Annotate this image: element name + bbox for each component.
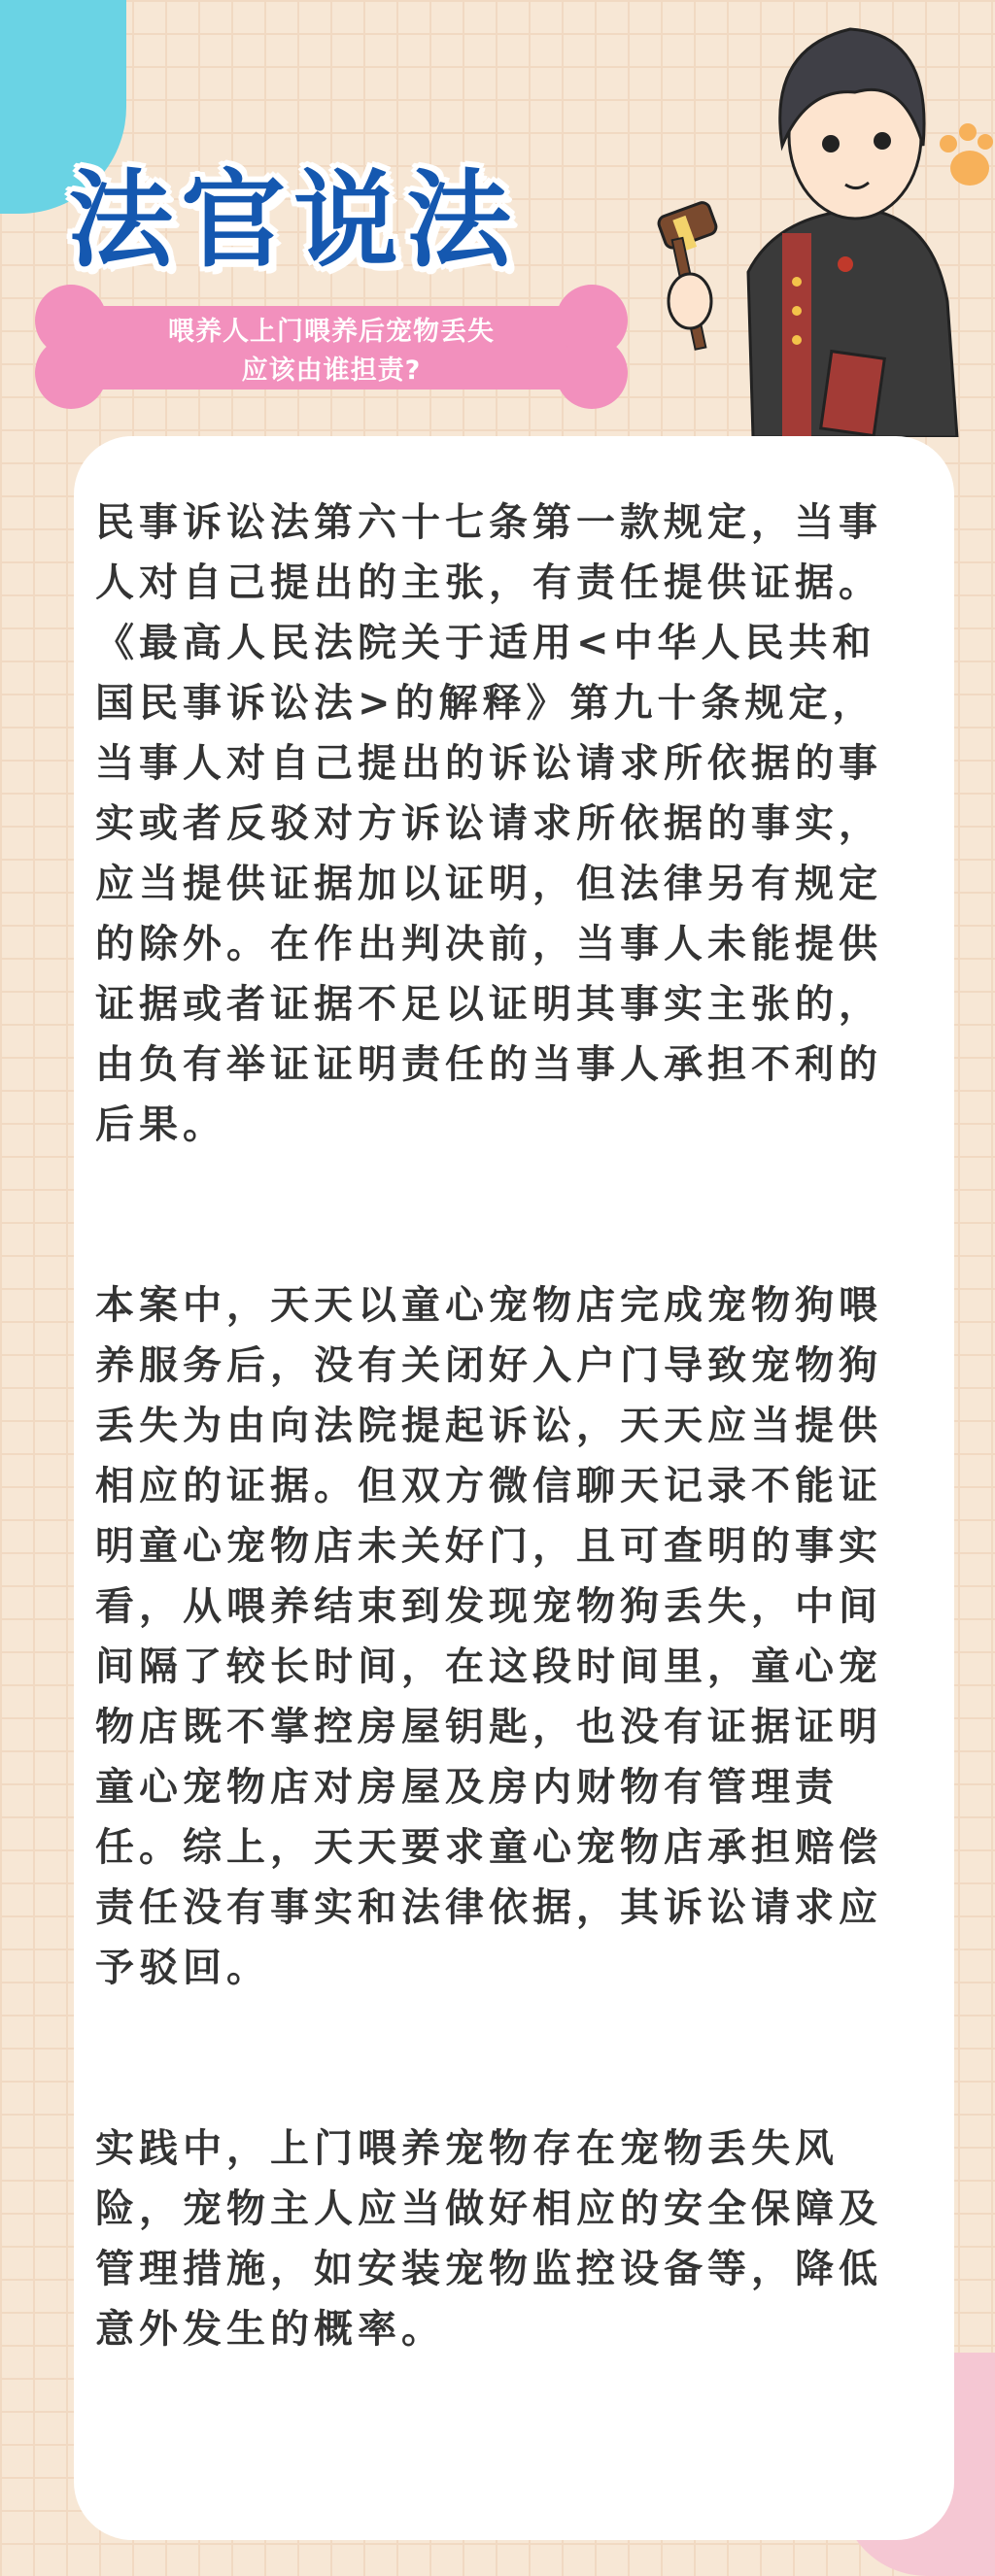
text-line: 人对自己提出的主张，有责任提供证据。 [95, 560, 882, 605]
subtitle-line: 喂养人上门喂养后宠物丢失 [168, 317, 495, 347]
text-line: 间隔了较长时间，在这段时间里，童心宠 [95, 1644, 882, 1689]
text-line: 当事人对自己提出的诉讼请求所依据的事 [95, 741, 882, 786]
text-line: 责任没有事实和法律依据，其诉讼请求应 [95, 1885, 882, 1930]
text-line: 相应的证据。但双方微信聊天记录不能证 [95, 1464, 882, 1508]
text-line: 国民事诉讼法>的解释》第九十条规定， [95, 681, 876, 726]
text-line: 养服务后，没有关闭好入户门导致宠物狗 [95, 1343, 882, 1388]
text-line: 本案中，天天以童心宠物店完成宠物狗喂 [95, 1283, 882, 1328]
page-title: 法官说法 [68, 160, 520, 282]
text-line: 明童心宠物店未关好门，且可查明的事实 [95, 1524, 882, 1569]
text-line: 予驳回。 [95, 1946, 270, 1990]
subtitle-line: 应该由谁担责? [241, 356, 422, 386]
text-line: 证据或者证据不足以证明其事实主张的， [95, 982, 882, 1027]
subtitle [35, 313, 628, 390]
judge-illustration [583, 10, 972, 437]
paragraph [95, 2118, 911, 2359]
text-line: 后果。 [95, 1102, 226, 1147]
text-line: 《最高人民法院关于适用<中华人民共和 [95, 621, 876, 665]
text-line: 任。综上，天天要求童心宠物店承担赔偿 [95, 1825, 882, 1870]
paragraph [95, 1275, 911, 1998]
text-line: 险，宠物主人应当做好相应的安全保障及 [95, 2186, 882, 2231]
text-line: 的除外。在作出判决前，当事人未能提供 [95, 922, 882, 966]
text-line: 由负有举证证明责任的当事人承担不利的 [95, 1042, 882, 1087]
text-line: 实践中，上门喂养宠物存在宠物丢失风 [95, 2126, 839, 2171]
text-line: 意外发生的概率。 [95, 2307, 445, 2352]
paragraph [95, 492, 911, 1155]
text-line: 民事诉讼法第六十七条第一款规定，当事 [95, 500, 882, 545]
article-body [95, 492, 911, 2480]
text-line: 应当提供证据加以证明，但法律另有规定 [95, 862, 882, 906]
text-line: 实或者反驳对方诉讼请求所依据的事实， [95, 801, 882, 846]
text-line: 物店既不掌控房屋钥匙，也没有证据证明 [95, 1705, 882, 1749]
text-line: 看，从喂养结束到发现宠物狗丢失，中间 [95, 1584, 882, 1629]
text-line: 童心宠物店对房屋及房内财物有管理责 [95, 1765, 839, 1810]
text-line: 丢失为由向法院提起诉讼，天天应当提供 [95, 1404, 882, 1448]
text-line: 管理措施，如安装宠物监控设备等，降低 [95, 2247, 882, 2291]
